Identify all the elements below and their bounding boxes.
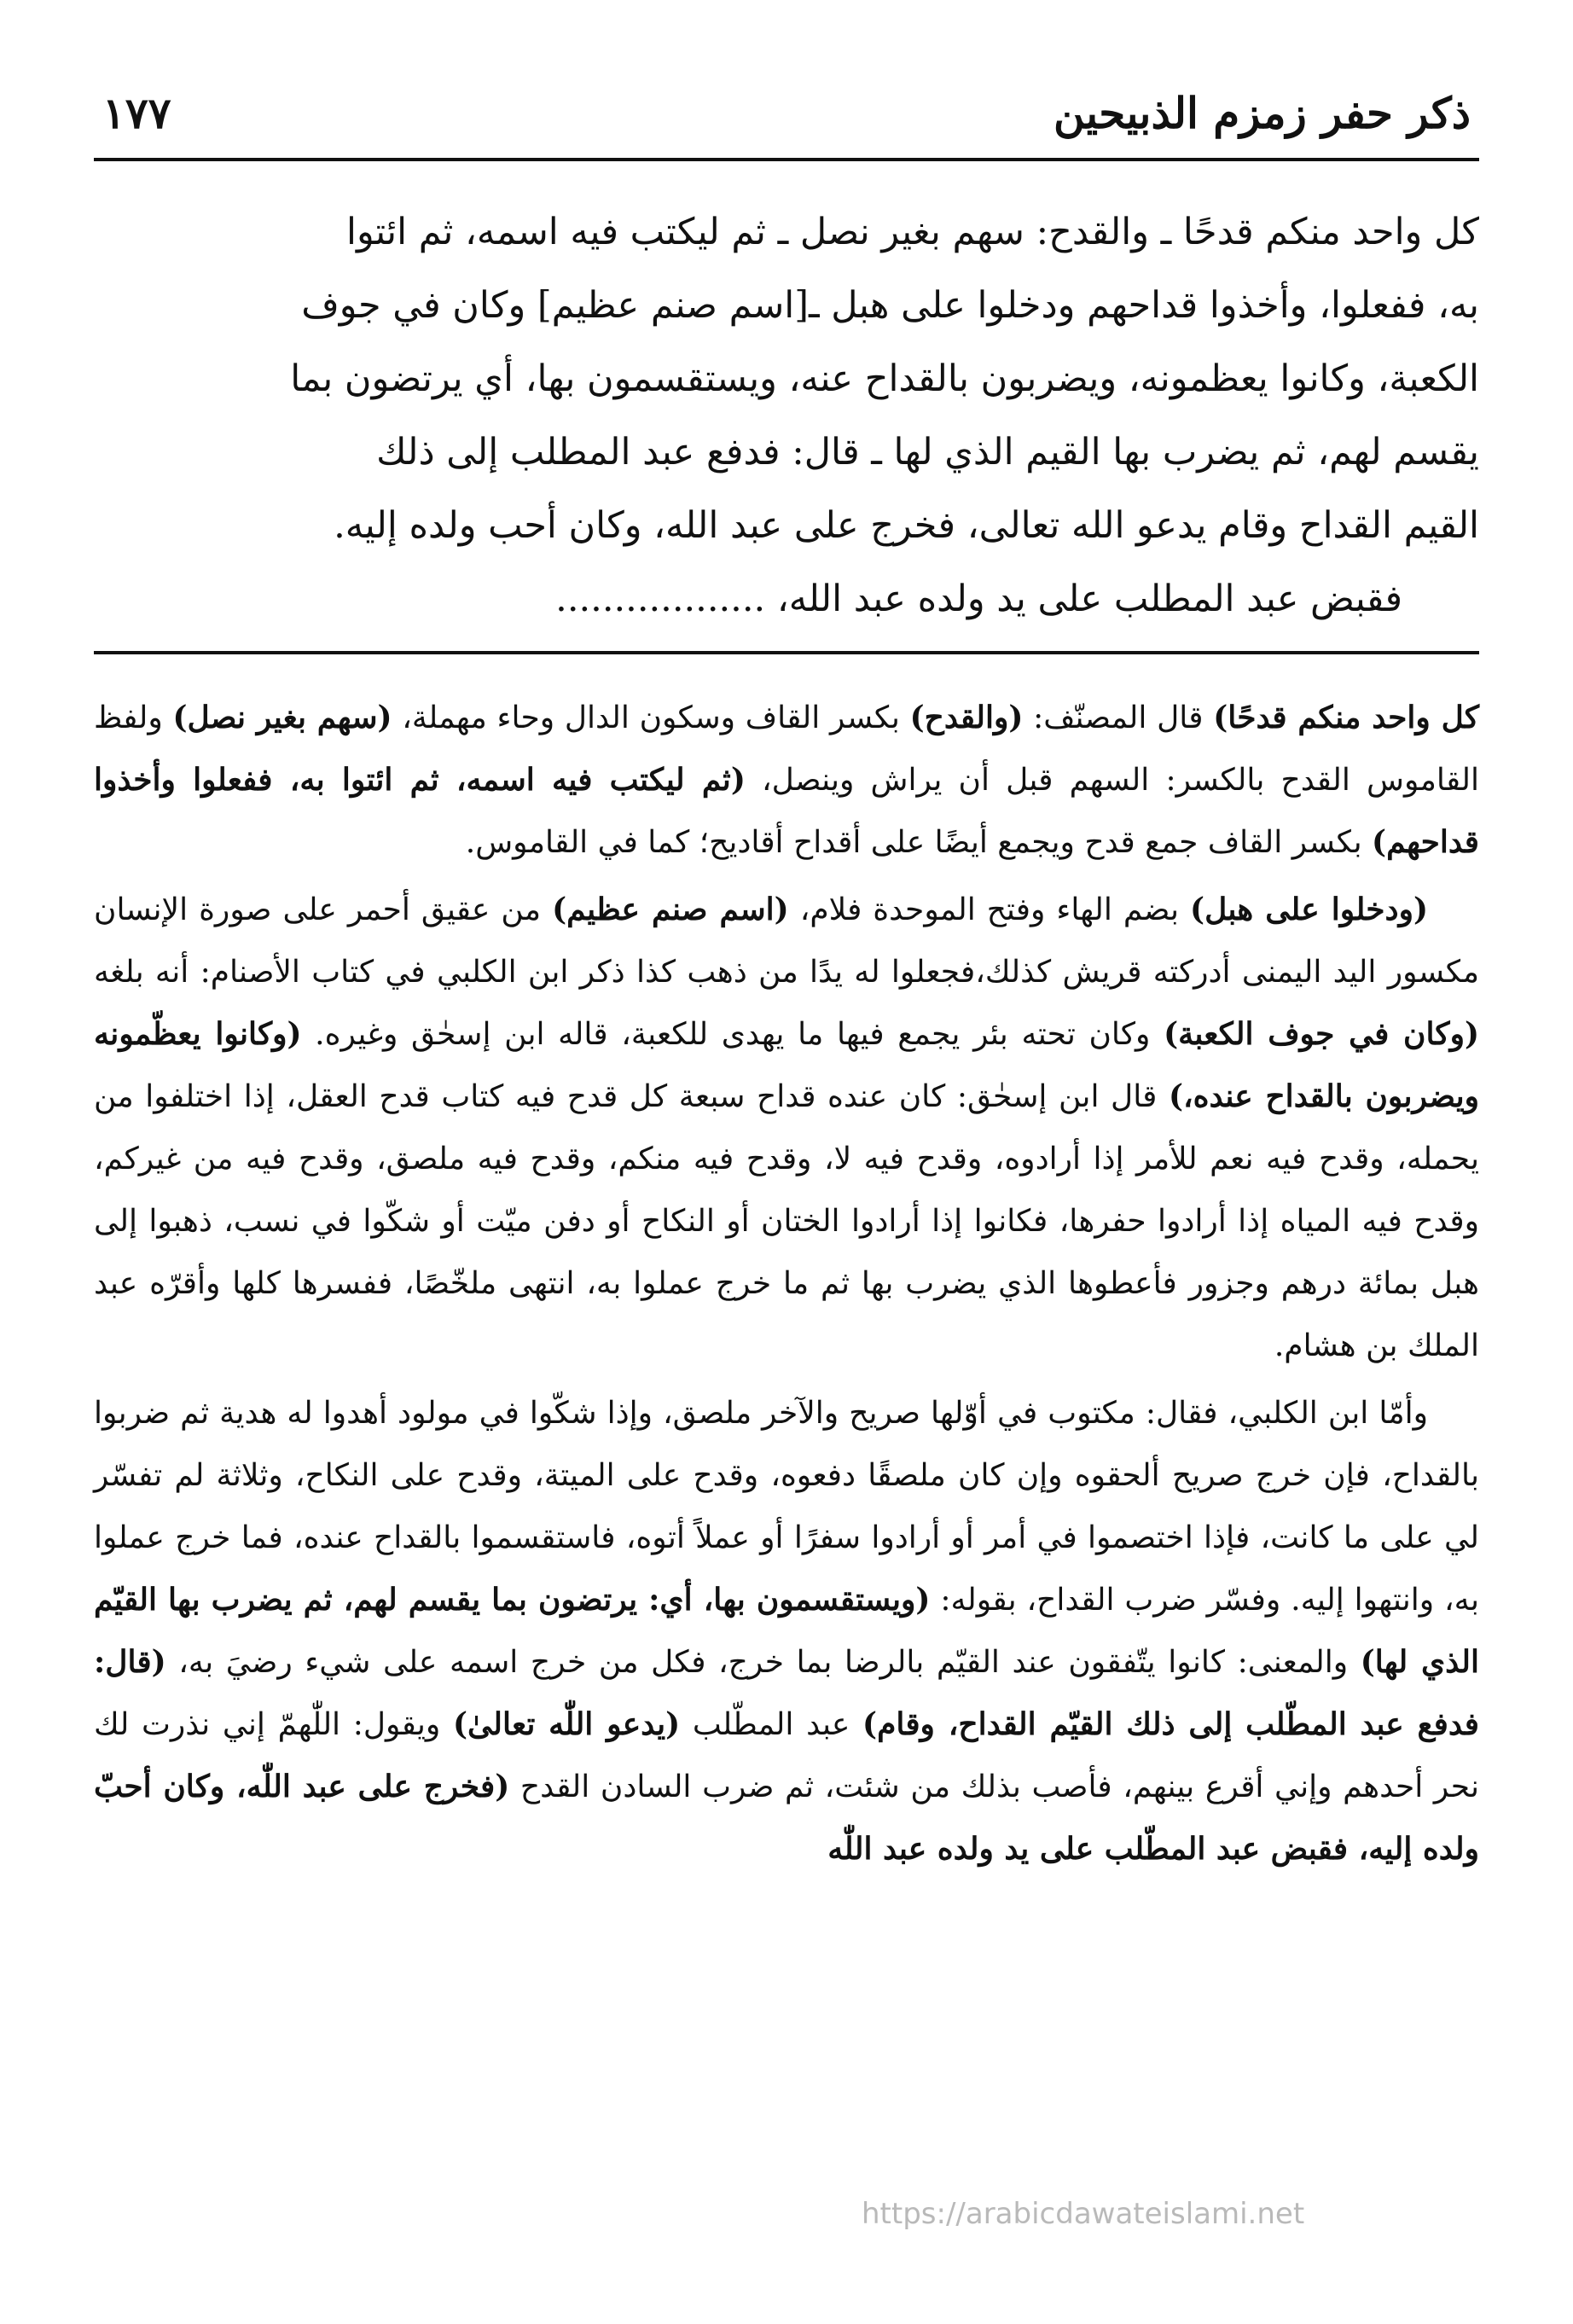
section-divider [94,651,1479,654]
running-header [94,81,1479,161]
commentary-segment: والمعنى: كانوا يتّفقون عند القيّم بالرضا بما خرج، فكل من خرج اسمه على شيء رضيَ به، [165,1645,1361,1680]
commentary-segment: قال ابن إسحٰق: كان عنده قداح سبعة كل قدح فيه كتاب قدح العقل، إذا اختلفوا من يحمله، وقدح فيه نعم للأمر إذا أرادوه، وقدح فيه لا، وقدح فيه منكم، وقدح فيه ملصق، وقدح فيه من غيركم، وقدح فيه المياه إذا أرادوا حفرها، فكانوا إذا أرادوا الختان أو النكاح أو دفن ميّت أو شكّوا في نسب، ذهبوا إلى هبل بمائة درهم وجزور فأعطوها الذي يضرب بها ثم ما خرج عملوا به، انتهى ملخّصًا، ففسرها كلها وأقرّه عبد الملك بن هشام. [94,1079,1479,1363]
commentary-segment: وكان تحته بئر يجمع فيها ما يهدى للكعبة، قاله ابن إسحٰق وغيره. [301,1017,1164,1052]
page-number: ١٧٧ [102,88,171,138]
quoted-main-text: (يدعو اللّٰه تعالىٰ) [452,1706,681,1742]
chapter-title: ذكر حفر زمزم الذبيحين [1054,88,1471,138]
main-text-line: القيم القداح وقام يدعو الله تعالى، فخرج على عبد الله، وكان أحب ولده إليه. [334,504,1479,547]
commentary-segment: بكسر القاف جمع قدح ويجمع أيضًا على أقداح أقاديح؛ كما في القاموس. [465,825,1373,860]
main-text [94,195,1479,636]
commentary-segment: من عقيق أحمر على صورة الإنسان مكسور اليد اليمنى أدركته قريش كذلك،فجعلوا له يدًا من ذهب كذا ذكر ابن الكلبي في كتاب الأصنام: أنه بلغه [94,892,1479,990]
main-text-last-line: فقبض عبد المطلب على يد ولده عبد الله، .................. [555,578,1402,620]
quoted-main-text: (سهم بغير نصل) [172,700,392,735]
main-text-line: الكعبة، وكانوا يعظمونه، ويضربون بالقداح عنه، ويستقسمون بها، أي يرتضون بما [290,357,1479,400]
commentary-segment: بضم الهاء وفتح الموحدة فلام، [788,892,1191,927]
quoted-main-text: (وكان في جوف الكعبة) [1164,1016,1479,1052]
commentary-segment: بكسر القاف وسكون الدال وحاء مهملة، [392,700,910,735]
quoted-main-text: (ويستقسمون بها، أي: يرتضون بما يقسم لهم، ثم يضرب بها القيّم الذي لها) [94,1582,1479,1680]
commentary-paragraph [94,687,1479,874]
watermark-url: https://arabicdawateislami.net [862,2197,1305,2231]
quoted-main-text: (والقدح) [909,700,1024,735]
commentary-paragraph [94,879,1479,1377]
commentary-segment: قال المصنّف: [1023,700,1214,735]
commentary-text [94,687,1479,1880]
main-text-line: كل واحد منكم قدحًا ـ والقدح: سهم بغير نصل ـ ثم ليكتب فيه اسمه، ثم ائتوا [346,211,1479,253]
main-text-line: يقسم لهم، ثم يضرب بها القيم الذي لها ـ قال: فدفع عبد المطلب إلى ذلك [376,431,1479,474]
commentary-paragraph [94,1382,1479,1880]
quoted-main-text: كل واحد منكم قدحًا) [1213,700,1479,735]
commentary-segment: ويقول: اللّٰهمّ إني نذرت لك نحر أحدهم وإني أقرع بينهم، فأصب بذلك من شئت، ثم ضرب السادن القدح [94,1707,1479,1804]
commentary-segment: عبد المطّلب [680,1707,863,1742]
quoted-main-text: (اسم صنم عظيم) [552,892,789,927]
quoted-main-text: (ودخلوا على هبل) [1190,892,1428,927]
quoted-main-text: (قال: فدفع عبد المطّلب إلى ذلك القيّم القداح، وقام) [94,1644,1480,1742]
main-text-line: به، ففعلوا، وأخذوا قداحهم ودخلوا على هبل ـ[اسم صنم عظيم] وكان في جوف [301,284,1479,327]
book-page [94,81,1479,2265]
quoted-main-text: (ثم ليكتب فيه اسمه، ثم ائتوا به، ففعلوا وأخذوا قداحهم) [94,762,1479,860]
commentary-segment: ولفظ القاموس القدح بالكسر: السهم قبل أن يراش وينصل، [94,700,1479,798]
commentary-segment: وأمّا ابن الكلبي، فقال: مكتوب في أوّلها صريح والآخر ملصق، وإذا شكّوا في مولود أهدوا له هدية ثم ضربوا بالقداح، فإن خرج صريح ألحقوه وإن كان ملصقًا دفعوه، وقدح على الميتة، وقدح على النكاح، وثلاثة لم تفسّر لي على ما كانت، فإذا اختصموا في أمر أو أرادوا سفرًا أو عملاً أتوه، فاستقسموا بالقداح عنده، فما خرج عملوا به، وانتهوا إليه. وفسّر ضرب القداح، بقوله: [94,1396,1479,1618]
quoted-main-text: (وكانوا يعظّمونه ويضربون بالقداح عنده،) [94,1016,1479,1114]
quoted-main-text: (فخرج على عبد اللّٰه، وكان أحبّ ولده إليه، فقبض عبد المطّلب على يد ولده عبد اللّٰه [94,1769,1479,1867]
